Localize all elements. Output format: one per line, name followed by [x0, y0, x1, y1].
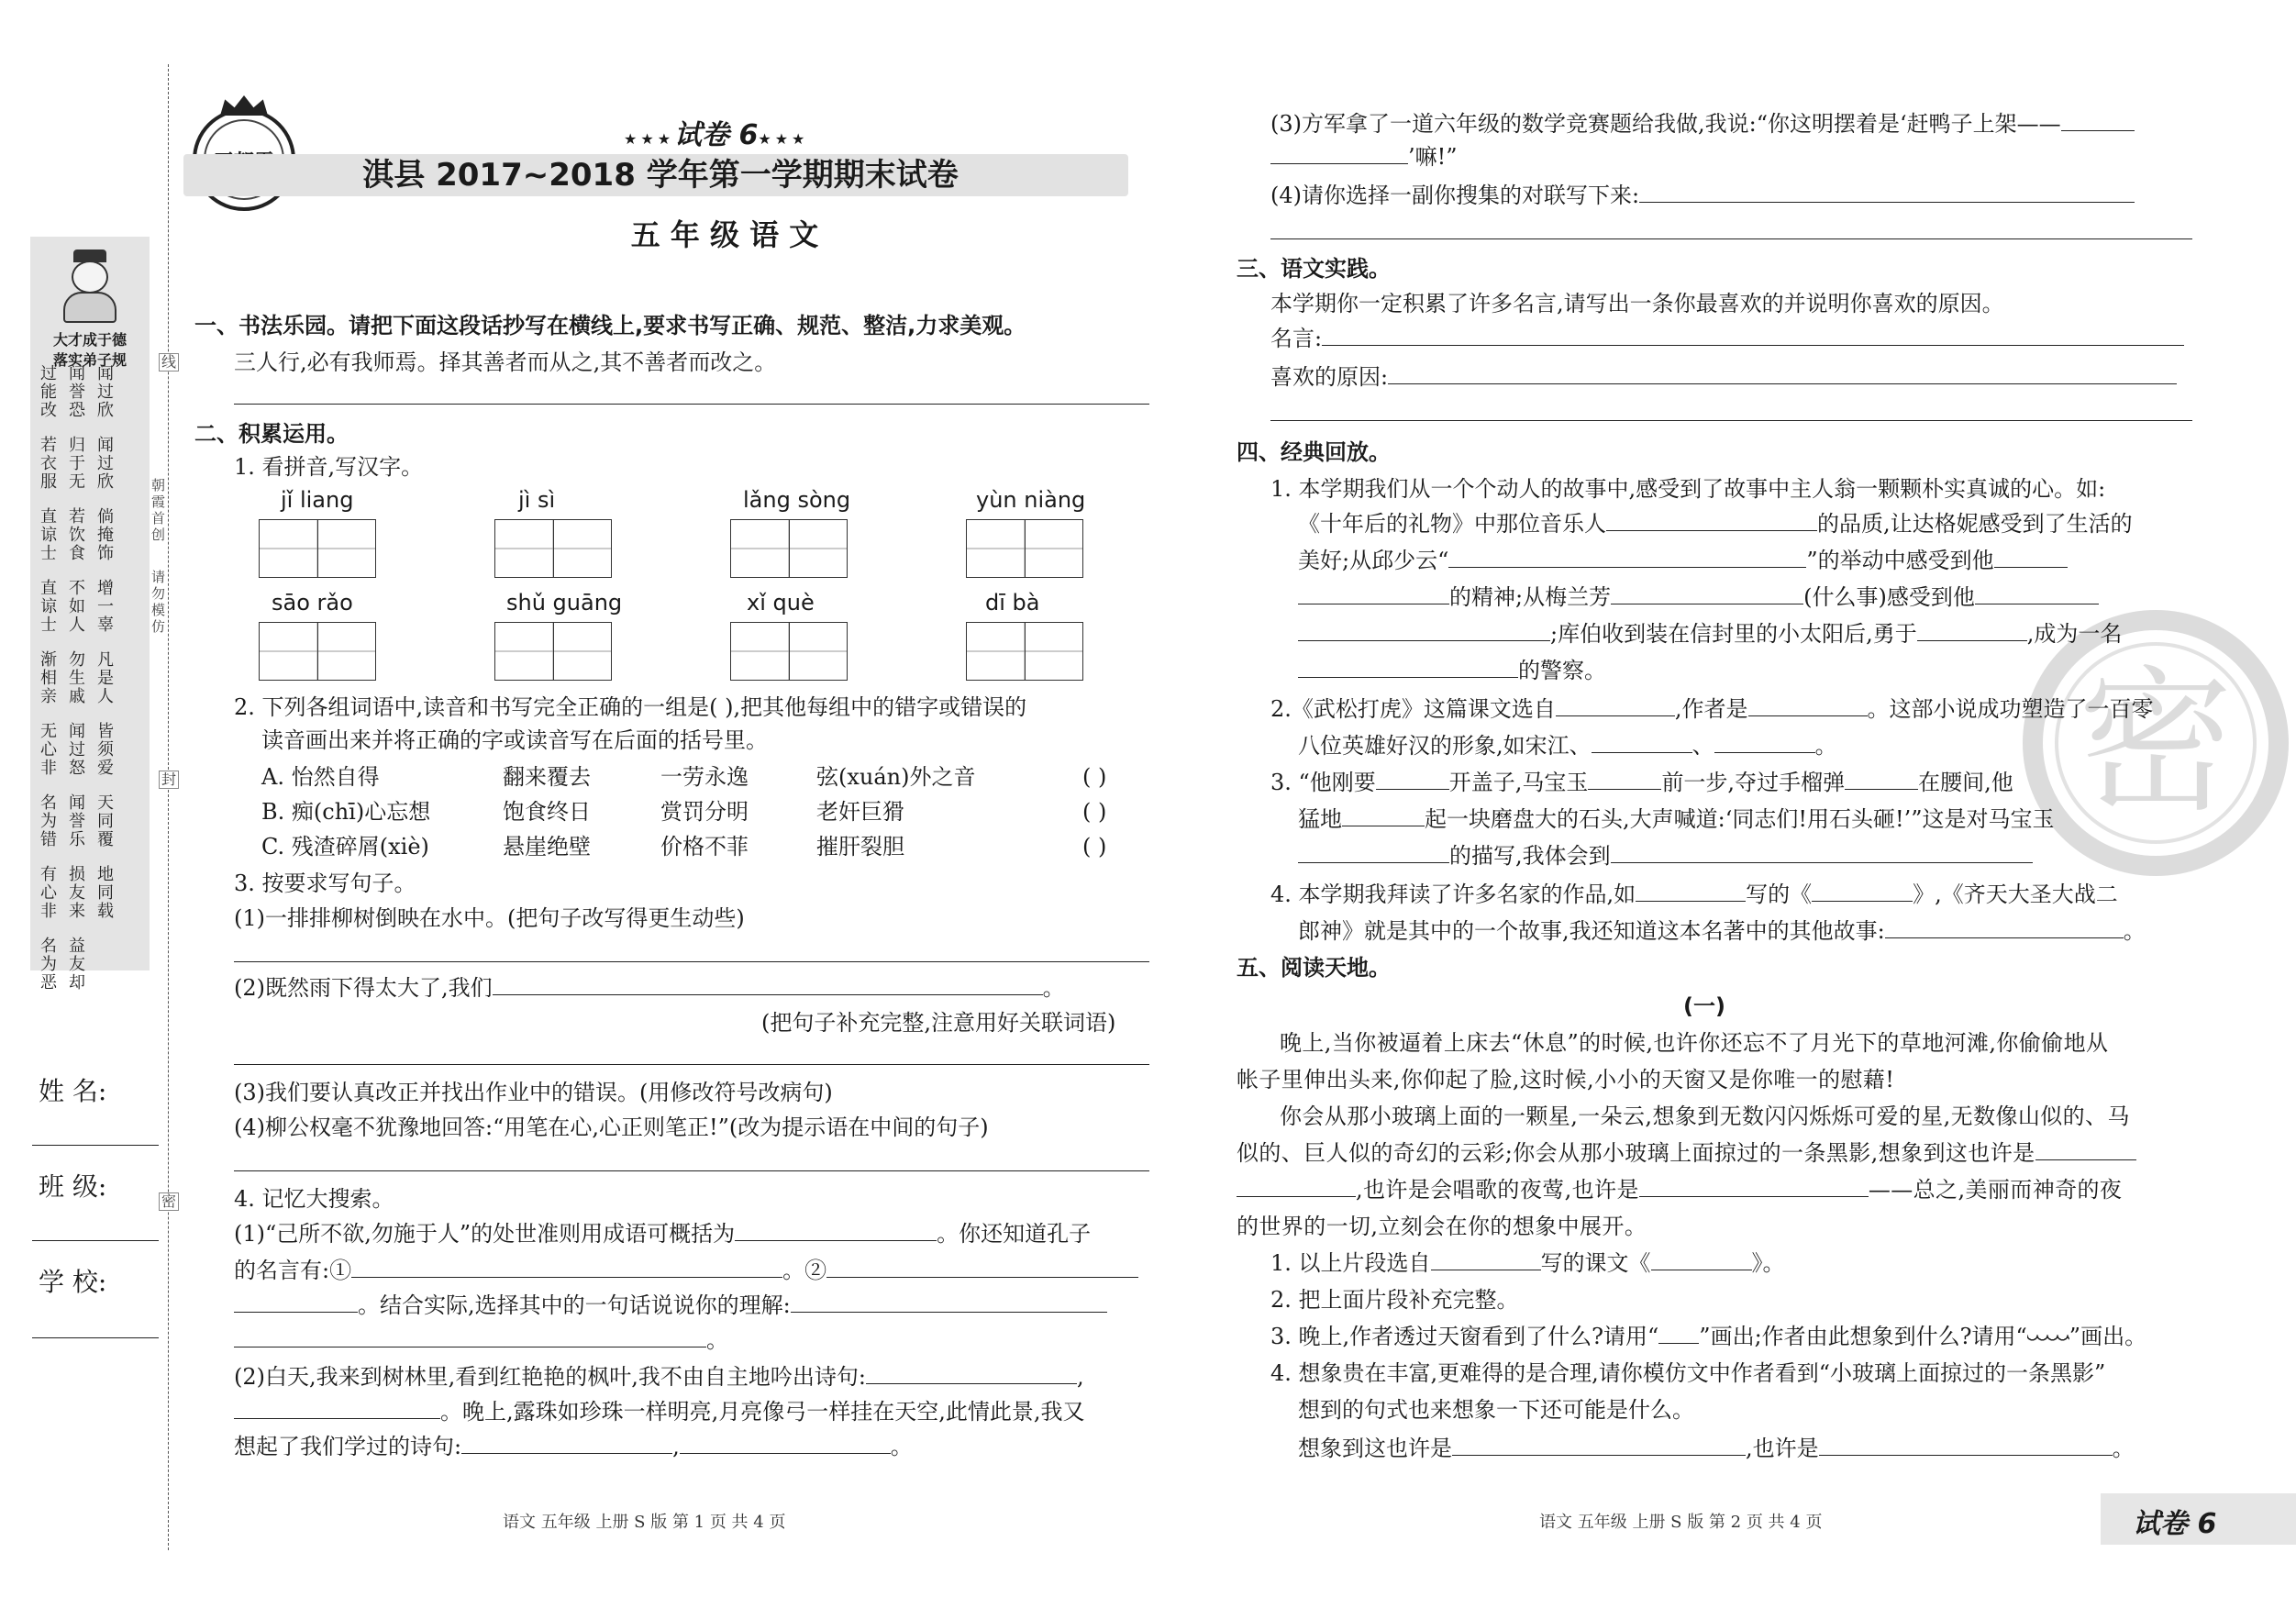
rq3-straight-line-icon	[1658, 1323, 1699, 1344]
memory-1b: 的名言有:① 。②	[234, 1255, 1138, 1286]
rq4-line2: 想到的句式也来想象一下还可能是什么。	[1298, 1397, 1694, 1423]
c4-line1: 4. 本学期我拜读了许多名家的作品,如 写的《 》,《齐天大圣大战二	[1270, 882, 2118, 907]
rq4-blank-2[interactable]	[1819, 1435, 2113, 1456]
q2-3-title: 3. 按要求写句子。	[234, 871, 416, 896]
memory-1d-blank[interactable]	[234, 1326, 706, 1347]
q3-reason-line-2[interactable]	[1270, 420, 2192, 421]
char-grid-4[interactable]	[966, 519, 1083, 578]
rules-phrase: 名为恶	[40, 937, 57, 993]
option-c-3: 价格不菲	[660, 834, 749, 859]
c4-blank-3[interactable]	[1885, 917, 2124, 938]
sentence-2-blank[interactable]	[493, 974, 1043, 995]
r4-line: (4)请你选择一副你搜集的对联写下来:	[1270, 180, 2135, 211]
rules-phrase: 直谅士	[40, 579, 57, 635]
c3-blank-2[interactable]	[1588, 769, 1661, 790]
c2-line1: 2.《武松打虎》这篇课文选自 ,作者是 。这部小说成功塑造了一百零	[1270, 696, 2154, 722]
student-school-field[interactable]	[32, 1337, 159, 1338]
q5-title: 五、阅读天地。	[1237, 955, 1391, 981]
q3-reason: 喜欢的原因:	[1270, 361, 2177, 393]
option-c-2: 悬崖绝壁	[503, 834, 591, 859]
sentence-2: (2)既然雨下得太大了,我们 。	[234, 975, 1065, 1001]
memory-1b-blank-2[interactable]	[826, 1257, 1138, 1278]
passage-line-1: 晚上,当你被逼着上床去“休息”的时候,也许你还忘不了月光下的草地河滩,你偷偷地从	[1280, 1030, 2109, 1056]
r3-line1: (3)方军拿了一道六年级的数学竞赛题给我做,我说:“你这明摆着是‘赶鸭子上架——	[1270, 108, 2135, 139]
pinyin-2: jì sì	[518, 487, 556, 513]
q1-title: 一、书法乐园。请把下面这段话抄写在横线上,要求书写正确、规范、整洁,力求美观。	[194, 313, 1026, 338]
q2-2-line1: 2. 下列各组词语中,读音和书写完全正确的一组是( ),把其他每组中的错字或错误的	[234, 694, 1027, 720]
r3-blank-1[interactable]	[2061, 110, 2135, 131]
c1-blank-8[interactable]	[1917, 620, 2027, 641]
char-grid-2[interactable]	[494, 519, 612, 578]
rules-phrase: 增一辜	[97, 579, 114, 635]
memory-1c: 。结合实际,选择其中的一句话说说你的理解:	[234, 1290, 1107, 1321]
c1-blank-2[interactable]	[1448, 547, 1806, 568]
seal-line: 线	[159, 353, 179, 372]
c3-blank-6[interactable]	[1611, 842, 2033, 863]
slogan-1: 大才成于德	[52, 331, 127, 349]
rules-phrase: 若饮食	[69, 507, 85, 563]
memory-2c-blank-2[interactable]	[680, 1433, 891, 1454]
c3-blank-4[interactable]	[1342, 805, 1425, 826]
c1-blank-5[interactable]	[1611, 583, 1803, 604]
memory-2c-blank-1[interactable]	[461, 1433, 672, 1454]
rq3-wavy-line-icon	[2027, 1335, 2069, 1344]
memory-2a-blank[interactable]	[866, 1363, 1077, 1384]
c1-line4: 的精神;从梅兰芳 (什么事)感受到他	[1298, 582, 2099, 613]
c1-blank-1[interactable]	[1606, 510, 1817, 531]
rules-phrase: 损友来	[69, 865, 85, 921]
c2-blank-4[interactable]	[1714, 732, 1815, 753]
option-a-3: 一劳永逸	[660, 764, 749, 790]
pinyin-7: xǐ què	[747, 590, 815, 616]
slogan-2: 落实弟子规	[52, 351, 127, 369]
left-page-footer: 语文 五年级 上册 S 版 第 1 页 共 4 页	[503, 1513, 786, 1532]
c2-line2: 八位英雄好汉的形象,如宋江、 、 。	[1298, 733, 1837, 759]
exam-title: 淇县 2017~2018 学年第一学期期末试卷	[362, 157, 959, 194]
student-class-field[interactable]	[32, 1240, 159, 1241]
q3-title: 三、语文实践。	[1237, 256, 1391, 282]
char-grid-3[interactable]	[730, 519, 848, 578]
q2-4-title: 4. 记忆大搜索。	[234, 1186, 394, 1212]
rules-phrase: 归于无	[69, 436, 85, 492]
c1-blank-6[interactable]	[1975, 583, 2099, 604]
pinyin-3: lǎng sòng	[743, 487, 851, 513]
option-a-paren[interactable]: ( )	[1082, 764, 1107, 790]
rules-phrase: 天同覆	[97, 793, 114, 849]
pinyin-1: jǐ liang	[281, 487, 354, 513]
passage-line-2: 帐子里伸出头来,你仰起了脸,这时候,小小的天窗又是你唯一的慰藉!	[1237, 1067, 1895, 1092]
q3-reason-blank[interactable]	[1388, 363, 2177, 384]
c1-blank-9[interactable]	[1298, 657, 1518, 678]
passage-line-3: 你会从那小玻璃上面的一颗星,一朵云,想象到无数闪闪烁烁可爱的星,无数像山似的、马	[1280, 1103, 2130, 1129]
c1-blank-3[interactable]	[1994, 547, 2068, 568]
passage-line-5: ,也许是会唱歌的夜莺,也许是 ——总之,美丽而神奇的夜	[1237, 1174, 2122, 1205]
q3-text: 本学期你一定积累了许多名言,请写出一条你最喜欢的并说明你喜欢的原因。	[1270, 291, 2004, 316]
rules-phrase: 过能改	[40, 364, 57, 420]
q2-1-title: 1. 看拼音,写汉字。	[234, 454, 424, 480]
q3-quote: 名言:	[1270, 323, 2184, 354]
q4-title: 四、经典回放。	[1237, 439, 1391, 465]
rules-phrase: 勿生戚	[69, 650, 85, 706]
rq4-line3: 想象到这也许是 ,也许是 。	[1298, 1436, 2135, 1461]
seal-note-1: 朝霞首创	[151, 477, 166, 543]
c3-line1: 3. “他刚要 开盖子,马宝玉 前一步,夺过手榴弹 在腰间,他	[1270, 770, 2013, 795]
option-b-4: 老奸巨猾	[816, 799, 904, 825]
char-grid-1[interactable]	[259, 519, 376, 578]
option-c-4: 摧肝裂胆	[816, 834, 904, 859]
rules-phrase: 倘掩饰	[97, 507, 114, 563]
c1-blank-7[interactable]	[1298, 620, 1550, 641]
binding-line	[168, 64, 169, 1550]
rq1-blank-1[interactable]	[1431, 1249, 1541, 1270]
r3-blank-2[interactable]	[1270, 143, 1408, 164]
sentence-2-line[interactable]	[234, 1064, 1149, 1065]
rules-phrase: 有心非	[40, 865, 57, 921]
option-a-2: 翻来覆去	[503, 764, 591, 790]
rules-phrase: 益友却	[69, 937, 85, 993]
c2-blank-1[interactable]	[1556, 695, 1675, 716]
sentence-1-line[interactable]	[234, 961, 1149, 962]
scholar-figure-icon	[58, 250, 122, 323]
rq4-line1: 4. 想象贵在丰富,更难得的是合理,请你模仿文中作者看到“小玻璃上面掠过的一条黑影”	[1270, 1360, 2106, 1386]
pinyin-6: shǔ guāng	[506, 590, 623, 616]
c2-blank-2[interactable]	[1748, 695, 1868, 716]
c1-line3: 美好;从邱少云“ ”的举动中感受到他	[1298, 545, 2068, 576]
r4-blank[interactable]	[1639, 182, 2135, 203]
q3-quote-blank[interactable]	[1322, 325, 2184, 346]
rules-phrase: 若衣服	[40, 436, 57, 492]
memory-1a-blank[interactable]	[735, 1220, 937, 1241]
char-grid-8[interactable]	[966, 622, 1083, 681]
c1-line2: 《十年后的礼物》中那位音乐人 的品质,让达格妮感受到了生活的	[1298, 511, 2133, 537]
rules-phrase: 闻誉乐	[69, 793, 85, 849]
rq3: 3. 晚上,作者透过天窗看到了什么?请用“ ”画出;作者由此想象到什么?请用“ ”画出。	[1270, 1324, 2147, 1349]
option-c-paren[interactable]: ( )	[1082, 834, 1107, 859]
memory-2b: 。晚上,露珠如珍珠一样明亮,月亮像弓一样挂在天空,此情此景,我又	[234, 1396, 1085, 1427]
passage-label: (一)	[1683, 993, 1725, 1019]
q2-title: 二、积累运用。	[194, 421, 349, 447]
sentence-4: (4)柳公权毫不犹豫地回答:“用笔在心,心正则笔正!”(改为提示语在中间的句子)	[234, 1115, 989, 1140]
c3-blank-5[interactable]	[1298, 842, 1449, 863]
c4-blank-2[interactable]	[1812, 881, 1913, 902]
c3-blank-1[interactable]	[1376, 769, 1449, 790]
rules-phrase: 闻过欣	[97, 364, 114, 420]
option-b-1: B. 痴(chī)心忘想	[261, 799, 431, 825]
c1-blank-4[interactable]	[1298, 583, 1449, 604]
option-a-4: 弦(xuán)外之音	[816, 764, 976, 790]
stamp-character: 密	[2077, 652, 2234, 834]
c3-line2: 猛地 起一块磨盘大的石头,大声喊道:‘同志们!用石头砸!’”这是对马宝玉	[1298, 806, 2055, 832]
sentence-3: (3)我们要认真改正并找出作业中的错误。(用修改符号改病句)	[234, 1080, 833, 1105]
option-b-3: 赏罚分明	[660, 799, 749, 825]
r4-line-2[interactable]	[1270, 238, 2192, 239]
seal-note-2: 请勿模仿	[151, 569, 166, 635]
crown-icon	[220, 95, 268, 116]
student-school-label: 学 校:	[39, 1267, 107, 1297]
exam-subject: 五 年 级 语 文	[630, 217, 819, 252]
rules-phrase: 不如人	[69, 579, 85, 635]
sentence-2-hint: (把句子补充完整,注意用好关联词语)	[761, 1010, 1116, 1036]
memory-2b-blank[interactable]	[234, 1398, 440, 1419]
right-page-footer: 语文 五年级 上册 S 版 第 2 页 共 4 页	[1539, 1513, 1823, 1532]
option-b-paren[interactable]: ( )	[1082, 799, 1107, 825]
rules-phrase: 闻过怒	[69, 722, 85, 778]
seal-seal: 封	[159, 771, 179, 789]
memory-2c: 想起了我们学过的诗句: , 。	[234, 1434, 913, 1459]
rules-phrase: 闻过欣	[97, 436, 114, 492]
r3-line2: ’嘛!”	[1270, 141, 1458, 172]
passage-line-6: 的世界的一切,立刻会在你的想象中展开。	[1237, 1214, 1647, 1239]
c3-blank-3[interactable]	[1845, 769, 1918, 790]
rules-phrase: 直谅士	[40, 507, 57, 563]
q1-answer-line[interactable]	[234, 404, 1149, 405]
student-class-label: 班 级:	[39, 1171, 107, 1202]
char-grid-5[interactable]	[259, 622, 376, 681]
memory-1d: 。	[234, 1325, 728, 1356]
c4-blank-1[interactable]	[1636, 881, 1746, 902]
seal-secret: 密	[159, 1192, 179, 1211]
c1-line5: ;库伯收到装在信封里的小太阳后,勇于 ,成为一名	[1298, 618, 2122, 649]
memory-2a: (2)白天,我来到树林里,看到红艳艳的枫叶,我不由自主地吟出诗句: ,	[234, 1364, 1084, 1390]
rq1-blank-2[interactable]	[1651, 1249, 1752, 1270]
option-a-1: A. 怡然自得	[261, 764, 380, 790]
passage-blank-3[interactable]	[1639, 1176, 1869, 1197]
corner-paper-label: 试卷 6	[2133, 1508, 2217, 1540]
rq4-blank-1[interactable]	[1452, 1435, 1746, 1456]
q2-2-line2: 读音画出来并将正确的字或读音写在后面的括号里。	[261, 727, 768, 753]
passage-line-4: 似的、巨人似的奇幻的云彩;你会从那小玻璃上面掠过的一条黑影,想象到这也许是	[1237, 1137, 2136, 1169]
student-name-label: 姓 名:	[39, 1076, 107, 1106]
pinyin-4: yùn niàng	[976, 487, 1086, 513]
rules-phrase: 闻誉恐	[69, 364, 85, 420]
rules-phrase: 名为错	[40, 793, 57, 849]
pinyin-5: sāo rǎo	[272, 590, 353, 616]
char-grid-6[interactable]	[494, 622, 612, 681]
c1-line6: 的警察。	[1298, 655, 1606, 686]
sentence-1: (1)一排排柳树倒映在水中。(把句子改写得更生动些)	[234, 905, 745, 931]
c2-blank-3[interactable]	[1592, 732, 1692, 753]
rq2: 2. 把上面片段补充完整。	[1270, 1287, 1519, 1313]
rules-phrase: 凡是人	[97, 650, 114, 706]
memory-1c-blank-1[interactable]	[234, 1292, 358, 1313]
passage-blank-2[interactable]	[1237, 1176, 1356, 1197]
q1-text: 三人行,必有我师焉。择其善者而从之,其不善者而改之。	[234, 349, 777, 375]
pinyin-8: dī bà	[985, 590, 1040, 616]
student-name-field[interactable]	[32, 1145, 159, 1146]
rules-phrase: 地同载	[97, 865, 114, 921]
rq1: 1. 以上片段选自 写的课文《 》。	[1270, 1250, 1785, 1276]
sentence-4-line[interactable]	[234, 1170, 1149, 1171]
memory-1b-blank-1[interactable]	[351, 1257, 782, 1278]
char-grid-7[interactable]	[730, 622, 848, 681]
rules-phrase: 渐相亲	[40, 650, 57, 706]
c4-line2: 郎神》就是其中的一个故事,我还知道这本名著中的其他故事: 。	[1298, 918, 2146, 944]
rules-phrase: 无心非	[40, 722, 57, 778]
paper-label: ★★★试卷 6★★★	[624, 119, 809, 151]
passage-blank-1[interactable]	[2035, 1139, 2136, 1160]
c3-line3: 的描写,我体会到	[1298, 840, 2033, 871]
c1-line1: 1. 本学期我们从一个个动人的故事中,感受到了故事中主人翁一颗颗朴实真诚的心。如:	[1270, 476, 2106, 502]
memory-1c-blank-2[interactable]	[791, 1292, 1107, 1313]
rules-phrase: 皆须爱	[97, 722, 114, 778]
option-b-2: 饱食终日	[503, 799, 591, 825]
option-c-1: C. 残渣碎屑(xiè)	[261, 834, 429, 859]
memory-1a: (1)“己所不欲,勿施于人”的处世准则用成语可概括为 。你还知道孔子	[234, 1221, 1092, 1247]
